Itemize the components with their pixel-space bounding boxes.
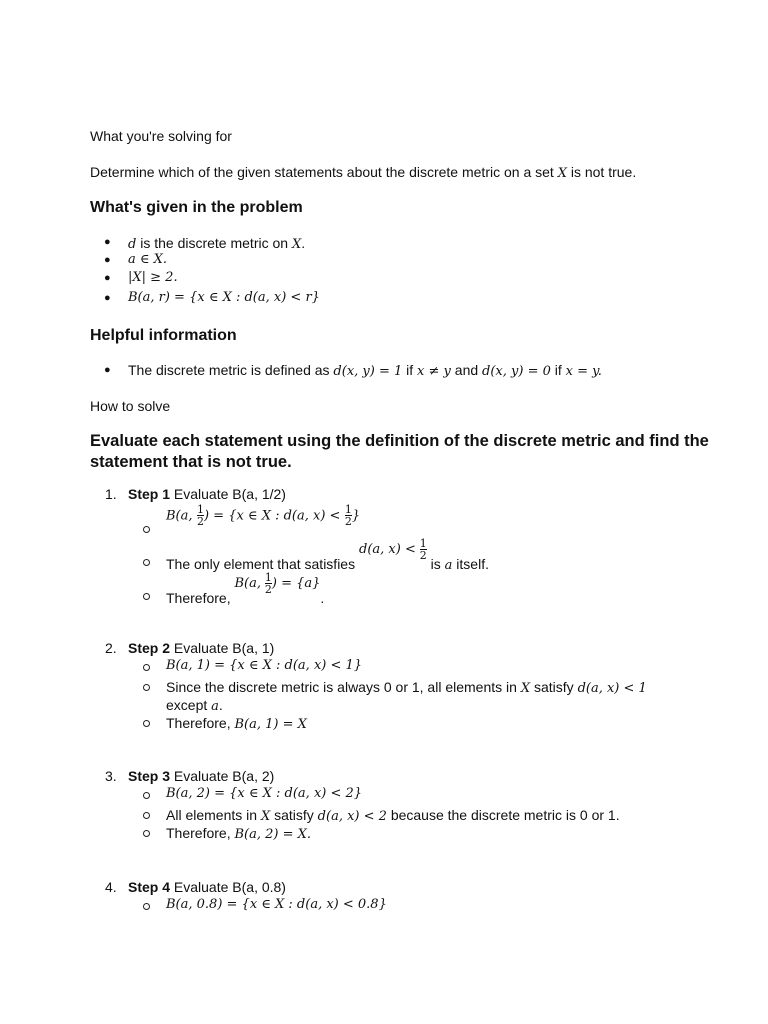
given-item-2: a ∈ X. xyxy=(128,252,168,267)
fraction-denominator: 2 xyxy=(264,583,272,596)
step-4-header xyxy=(128,879,286,895)
given-item-1-end: . xyxy=(301,235,306,251)
circle-bullet xyxy=(143,664,150,671)
step-1-line-2 xyxy=(166,537,489,574)
math: X xyxy=(520,681,531,696)
fraction-numerator: 1 xyxy=(196,503,204,516)
step-3-header xyxy=(128,768,274,784)
helpful-text-4: if xyxy=(554,362,562,378)
math: X xyxy=(260,809,271,824)
given-item-1 xyxy=(128,235,305,252)
step-label: Step 4 xyxy=(128,879,171,895)
step-number: 3. xyxy=(105,768,117,784)
text: . xyxy=(320,590,325,607)
helpful-math-2: x ≠ y xyxy=(417,364,451,379)
step-1-line-3 xyxy=(166,571,325,607)
helpful-text-3: and xyxy=(454,362,479,378)
math: B(a, 1) = X xyxy=(234,717,307,732)
bullet-dot: ● xyxy=(104,292,111,304)
math: ) = {a} xyxy=(271,576,321,592)
text: . xyxy=(218,697,223,713)
text: Since the discrete metric is always 0 or 1, all elements in xyxy=(166,679,517,695)
step-2-line-2 xyxy=(166,679,647,696)
step-3-line-2 xyxy=(166,807,620,824)
circle-bullet xyxy=(143,559,150,566)
given-item-1-text: is the discrete metric on xyxy=(140,235,289,251)
helpful-text-2: if xyxy=(406,362,414,378)
step-label: Step 2 xyxy=(128,640,171,656)
step-1-line-1 xyxy=(166,504,360,527)
fraction-numerator: 1 xyxy=(419,537,427,550)
step-2-line-3 xyxy=(166,715,307,732)
math: d(a, x) < xyxy=(359,542,416,558)
text: satisfy xyxy=(533,679,574,695)
helpful-text-1: The discrete metric is defined as xyxy=(128,362,330,378)
given-heading: What's given in the problem xyxy=(90,199,303,216)
step-title: Evaluate B(a, 1/2) xyxy=(173,486,286,502)
step-number: 4. xyxy=(105,879,117,895)
step-label: Step 1 xyxy=(128,486,171,502)
solving-heading: What you're solving for xyxy=(90,128,232,144)
given-item-1-var2: X xyxy=(291,237,302,252)
fraction xyxy=(265,572,272,595)
circle-bullet xyxy=(143,792,150,799)
evaluate-heading: Evaluate each statement using the definition of the discrete metric and find the statement that is not true. xyxy=(90,432,709,471)
math: ) = {x ∈ X : d(a, x) < xyxy=(203,508,341,524)
step-2-line-1: B(a, 1) = {x ∈ X : d(a, x) < 1} xyxy=(166,658,363,673)
math: B(a, 2) = X. xyxy=(234,827,312,842)
how-heading: How to solve xyxy=(90,398,171,414)
step-3-line-1: B(a, 2) = {x ∈ X : d(a, x) < 2} xyxy=(166,786,363,801)
math: B(a, xyxy=(166,508,193,524)
step-number: 1. xyxy=(105,486,117,502)
text: The only element that satisfies xyxy=(166,556,356,573)
problem-text: Determine which of the given statements about the discrete metric on a set xyxy=(90,164,554,180)
fraction xyxy=(197,504,204,527)
problem-text-end: is not true. xyxy=(570,164,637,180)
circle-bullet xyxy=(143,593,150,600)
circle-bullet xyxy=(143,526,150,533)
helpful-math-1: d(x, y) = 1 xyxy=(333,364,403,379)
fraction-denominator: 2 xyxy=(344,515,352,528)
circle-bullet xyxy=(143,720,150,727)
step-title: Evaluate B(a, 2) xyxy=(173,768,275,784)
text: Therefore, xyxy=(166,590,231,607)
text: Therefore, xyxy=(166,715,231,731)
math: a xyxy=(444,558,453,574)
bullet-dot: ● xyxy=(104,364,111,376)
step-title: Evaluate B(a, 1) xyxy=(173,640,275,656)
helpful-math-3: d(x, y) = 0 xyxy=(482,364,551,379)
text: because the discrete metric is 0 or 1. xyxy=(390,807,620,823)
circle-bullet xyxy=(143,684,150,691)
fraction-denominator: 2 xyxy=(196,515,204,528)
math: } xyxy=(351,508,361,524)
step-title: Evaluate B(a, 0.8) xyxy=(173,879,286,895)
math: B(a, xyxy=(234,576,261,592)
problem-statement xyxy=(90,164,636,181)
step-1-header xyxy=(128,486,286,502)
text: except xyxy=(166,697,208,713)
step-number: 2. xyxy=(105,640,117,656)
step-2-line-2-cont xyxy=(166,697,223,714)
given-item-1-var: d xyxy=(128,237,137,252)
step-2-header xyxy=(128,640,274,656)
math: d(a, x) < 1 xyxy=(577,681,647,696)
math: d(a, x) < 2 xyxy=(317,809,387,824)
text: itself. xyxy=(456,556,489,573)
circle-bullet xyxy=(143,812,150,819)
bullet-dot: ● xyxy=(104,272,111,284)
text: All elements in xyxy=(166,807,258,823)
helpful-math-4: x = y. xyxy=(565,364,602,379)
step-3-line-3 xyxy=(166,825,311,842)
text: is xyxy=(430,556,441,573)
text: Therefore, xyxy=(166,825,231,841)
circle-bullet xyxy=(143,903,150,910)
helpful-item xyxy=(128,362,602,379)
fraction-denominator: 2 xyxy=(419,549,427,562)
fraction-numerator: 1 xyxy=(344,503,352,516)
fraction-numerator: 1 xyxy=(264,571,272,584)
circle-bullet xyxy=(143,830,150,837)
bullet-dot: ● xyxy=(104,236,111,248)
text: satisfy xyxy=(274,807,314,823)
step-label: Step 3 xyxy=(128,768,171,784)
math: a xyxy=(211,699,219,714)
fraction xyxy=(345,504,352,527)
problem-var: X xyxy=(557,166,567,181)
helpful-heading: Helpful information xyxy=(90,327,237,344)
bullet-dot: ● xyxy=(104,254,111,266)
fraction xyxy=(420,538,427,561)
step-4-line-1: B(a, 0.8) = {x ∈ X : d(a, x) < 0.8} xyxy=(166,897,387,912)
given-item-4: B(a, r) = {x ∈ X : d(a, x) < r} xyxy=(128,290,320,305)
given-item-3: |X| ≥ 2. xyxy=(128,270,178,285)
